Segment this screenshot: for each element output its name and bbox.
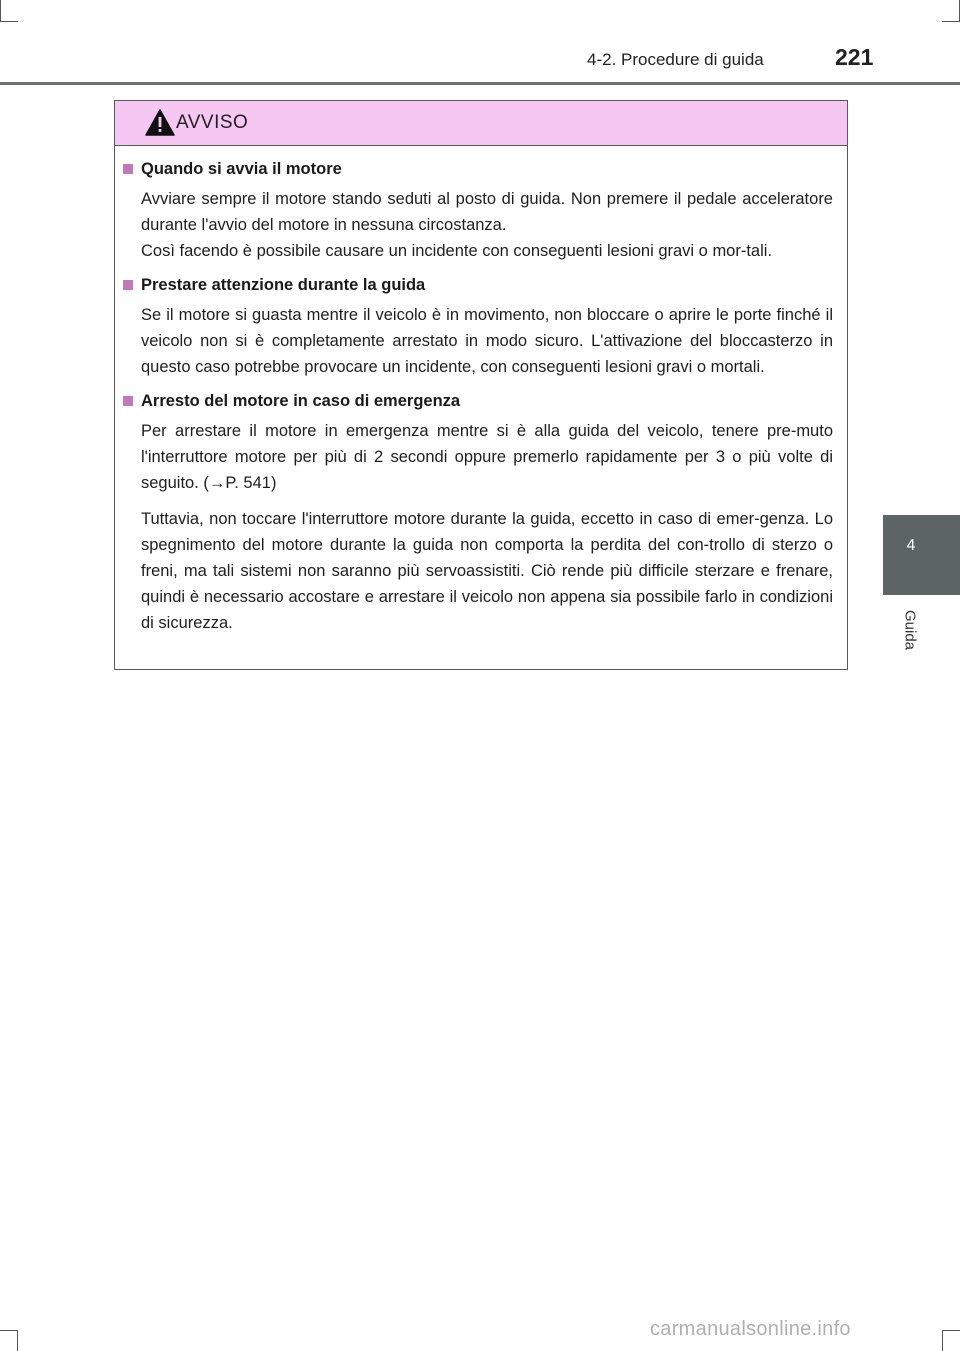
section-heading [123,156,833,182]
paragraph: Tuttavia, non toccare l'interruttore motore durante la guida, eccetto in caso di emer-genza. Lo spegnimento del motore durante la guida non comporta la perdita del con-trollo di sterzo o freni, ma tali sistemi non saranno più servoassistiti. Ciò rende più difficile sterzare e frenare, quindi è necessario accostare e arrestare il veicolo non appena sia possibile farlo in condizioni di sicurezza. [141,510,833,632]
paragraph: Avviare sempre il motore stando seduti al posto di guida. Non premere il pedale acceleratore durante l'avvio del motore in nessuna circostanza. [141,190,833,234]
watermark: carmanualsonline.info [650,1318,851,1340]
section-heading [123,388,833,414]
crop-mark [0,1330,18,1331]
crop-mark [17,1330,18,1351]
warning-section [123,388,833,636]
square-bullet-icon [123,164,133,174]
paragraph: Così facendo è possibile causare un incidente con conseguenti lesioni gravi o mor-tali. [141,242,773,260]
warning-box [114,100,848,670]
crop-mark [0,0,1,22]
section-heading-text: Quando si avvia il motore [141,160,342,178]
chapter-number: 4 [906,537,916,554]
square-bullet-icon [123,396,133,406]
warning-body [115,146,847,636]
section-heading-text: Arresto del motore in caso di emergenza [141,392,461,410]
page-number: 221 [835,44,874,70]
paragraph: Per arrestare il motore in emergenza mentre si è alla guida del veicolo, tenere pre-muto l'interruttore motore per più di 2 secondi oppure premerlo rapidamente per 3 o più volte di seguito. (→P. 541) [141,422,833,492]
warning-section [123,272,833,380]
square-bullet-icon [123,280,133,290]
crop-mark [942,21,960,22]
paragraph: Se il motore si guasta mentre il veicolo è in movimento, non bloccare o aprire le porte finché il veicolo non si è completamente arrestato in modo sicuro. L'attivazione del bloccasterzo in questo caso potrebbe provocare un incidente, con conseguenti lesioni gravi o mortali. [141,306,833,376]
warning-header [115,101,847,146]
section-title: 4-2. Procedure di guida [587,50,764,69]
chapter-tab [883,515,960,595]
section-heading-text: Prestare attenzione durante la guida [141,276,426,294]
crop-mark [0,21,18,22]
warning-section [123,156,833,264]
chapter-label-text: Guida [901,609,919,651]
warning-triangle-icon [145,109,175,136]
crop-mark [942,1330,960,1331]
warning-title: AVVISO [176,112,249,133]
crop-mark [942,1330,943,1351]
header-rule [0,82,960,85]
section-heading [123,272,833,298]
chapter-label [893,600,927,660]
